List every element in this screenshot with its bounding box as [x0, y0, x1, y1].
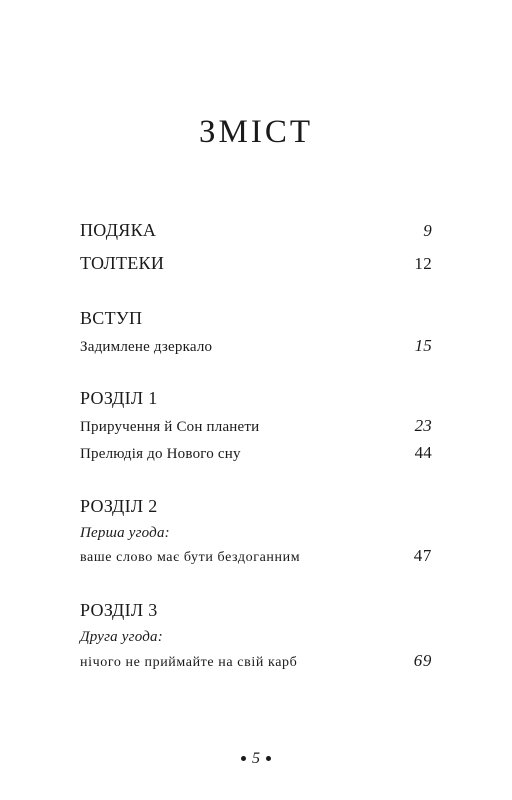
toc-entry-zadymlene[interactable]	[80, 336, 432, 356]
page-number	[0, 750, 512, 768]
toc-subtitle-druha-uhoda: Друга угода:	[80, 629, 163, 645]
toc-entry-podiaka[interactable]	[80, 220, 432, 241]
page-title: ЗМІСТ	[198, 114, 314, 150]
toc-entry-label: ваше слово має бути бездоганним	[80, 550, 301, 565]
toc-subtitle-persha-uhoda: Перша угода:	[80, 525, 170, 541]
toc-entry-page: 9	[423, 221, 432, 240]
toc-entry-page: 15	[414, 336, 432, 355]
toc-entry-label: Задимлене дзеркало	[80, 339, 213, 355]
toc-section-rozdil-1: РОЗДІЛ 1	[80, 388, 158, 408]
toc-entry-nichoho[interactable]	[80, 651, 432, 671]
toc-entry-vashe-slovo[interactable]	[80, 546, 432, 566]
toc-section-rozdil-2: РОЗДІЛ 2	[80, 496, 158, 516]
toc-entry-page: 44	[414, 443, 432, 462]
page-number-value: 5	[252, 750, 260, 767]
toc-entry-preliudiia[interactable]	[80, 443, 432, 463]
toc-entry-tolteky[interactable]	[80, 253, 432, 274]
bullet-icon	[241, 756, 246, 761]
toc-entry-pryruchennia[interactable]	[80, 416, 432, 436]
toc-entry-label: нічого не приймайте на свій карб	[80, 655, 298, 670]
bullet-icon	[266, 756, 271, 761]
toc-entry-label: ПОДЯКА	[80, 220, 157, 240]
toc-entry-page: 12	[414, 254, 432, 273]
toc-entry-page: 23	[414, 416, 432, 435]
toc-entry-page: 47	[413, 546, 432, 565]
toc-entry-page: 69	[413, 651, 432, 670]
toc-entry-label: Приручення й Сон планети	[80, 419, 260, 435]
toc-entry-label: ТОЛТЕКИ	[80, 253, 165, 273]
toc-section-rozdil-3: РОЗДІЛ 3	[80, 600, 158, 620]
toc-section-vstup: ВСТУП	[80, 308, 143, 328]
toc-entry-label: Прелюдія до Нового сну	[80, 446, 241, 462]
